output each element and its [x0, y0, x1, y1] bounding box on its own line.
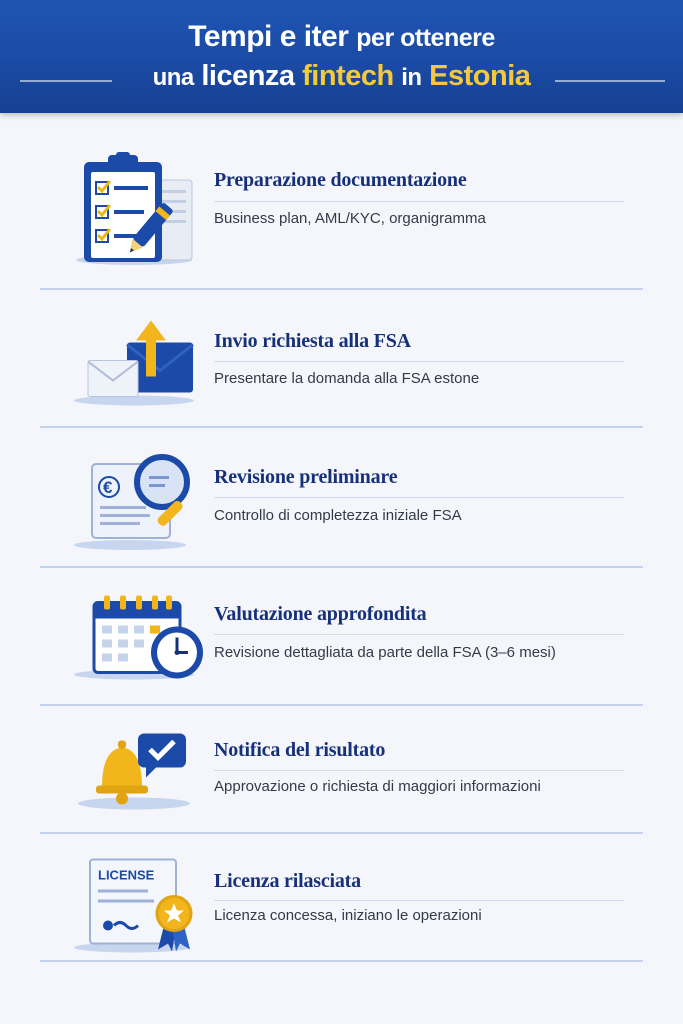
- step-underline: [214, 361, 624, 362]
- document-magnifier-icon: [72, 445, 207, 560]
- title-text: licenza: [201, 60, 295, 92]
- step-revisione-preliminare: [0, 445, 683, 555]
- clipboard-checklist-icon: [72, 150, 207, 265]
- step-title: Notifica del risultato: [214, 739, 386, 761]
- step-separator: [40, 426, 643, 428]
- step-valutazione: [0, 585, 683, 695]
- step-description: Business plan, AML/KYC, organigramma: [214, 210, 486, 227]
- step-underline: [214, 497, 624, 498]
- step-preparazione: [0, 150, 683, 280]
- title-text: in: [401, 64, 422, 91]
- step-licenza: [0, 848, 683, 958]
- title-highlight-fintech: fintech: [302, 60, 394, 92]
- license-certificate-icon: [72, 848, 207, 963]
- step-description: Controllo di completezza iniziale FSA: [214, 507, 462, 524]
- title-highlight-estonia: Estonia: [429, 60, 531, 92]
- step-title: Preparazione documentazione: [214, 169, 467, 191]
- title-text: una: [152, 64, 194, 91]
- step-title: Valutazione approfondita: [214, 603, 427, 625]
- step-separator: [40, 288, 643, 290]
- step-underline: [214, 900, 624, 901]
- step-notifica: [0, 720, 683, 830]
- title-text: per ottenere: [356, 24, 495, 52]
- step-separator: [40, 566, 643, 568]
- step-title: Invio richiesta alla FSA: [214, 330, 411, 352]
- step-separator: [40, 704, 643, 706]
- step-underline: [214, 770, 624, 771]
- step-invio: [0, 305, 683, 415]
- step-separator: [40, 832, 643, 834]
- step-description: Revisione dettagliata da parte della FSA (3–6 mesi): [214, 644, 556, 661]
- title-divider-left: [20, 80, 112, 82]
- step-title: Licenza rilasciata: [214, 870, 361, 892]
- step-underline: [214, 634, 624, 635]
- bell-check-icon: [72, 720, 207, 835]
- step-separator: [40, 960, 643, 962]
- title-divider-right: [555, 80, 665, 82]
- title-line-1: [0, 20, 683, 54]
- step-description: Licenza concessa, iniziano le operazioni: [214, 907, 482, 924]
- title-line-2: [0, 60, 683, 93]
- header-banner: [0, 0, 683, 113]
- step-underline: [214, 201, 624, 202]
- step-description: Approvazione o richiesta di maggiori informazioni: [214, 778, 541, 795]
- step-description: Presentare la domanda alla FSA estone: [214, 370, 480, 387]
- envelope-upload-icon: [72, 305, 207, 420]
- svg-text:€: €: [103, 478, 113, 497]
- title-text: Tempi e iter: [188, 20, 349, 53]
- step-title: Revisione preliminare: [214, 466, 398, 488]
- calendar-clock-icon: [72, 585, 207, 700]
- license-label: LICENSE: [98, 867, 155, 883]
